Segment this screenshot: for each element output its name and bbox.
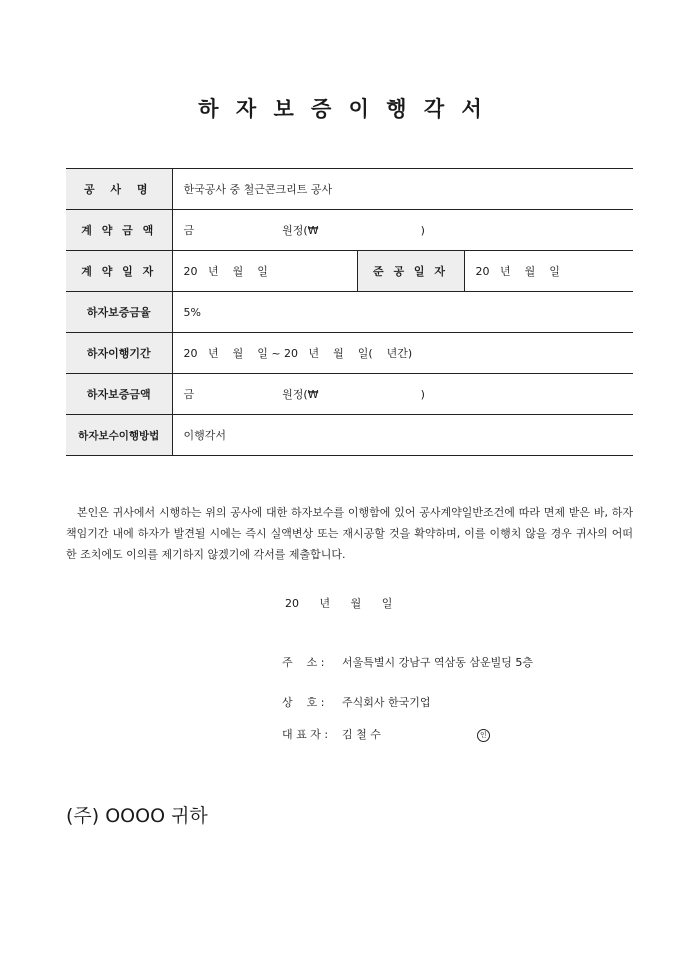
document-title: 하 자 보 증 이 행 각 서 — [198, 97, 482, 121]
date-row — [66, 251, 633, 292]
contract-info-table — [66, 168, 633, 456]
amount-row — [66, 210, 633, 251]
address-label: 주 소 : — [282, 656, 325, 669]
project-value: 한국공사 중 철근콘크리트 공사 — [172, 169, 633, 210]
period-label: 하자이행기간 — [66, 333, 172, 374]
sign-date-year: 20 — [285, 597, 299, 610]
method-row — [66, 415, 633, 456]
period-row — [66, 333, 633, 374]
guarantee-suffix: 원정(₩ — [282, 388, 319, 401]
company-line — [282, 694, 431, 710]
statement-paragraph: 본인은 귀사에서 시행하는 위의 공사에 대한 하자보수를 이행함에 있어 공사계약일반조건에 따라 면제 받은 바, 하자책임기간 내에 하자가 발견될 시에는 즉시 실액변상 또는 재시공할 것을 확약하며, 이를 이행치 않을 경우 귀사의 어떠한 조치에도 이의를 제기하지 않겠기에 각서를 제출합니다. — [66, 506, 633, 561]
rate-label: 하자보증금율 — [66, 292, 172, 333]
project-row — [66, 169, 633, 210]
company-label: 상 호 : — [282, 696, 325, 709]
amount-prefix: 금 — [183, 224, 195, 237]
sign-date-month-unit: 월 — [350, 597, 362, 610]
completion-date-value: 20 년 월 일 — [464, 251, 633, 292]
seal-mark: 인 — [477, 729, 490, 742]
guarantee-value — [172, 374, 633, 415]
rate-value: 5% — [172, 292, 633, 333]
rate-row — [66, 292, 633, 333]
guarantee-label: 하자보증금액 — [66, 374, 172, 415]
guarantee-close: ) — [420, 388, 425, 401]
method-label: 하자보수이행방법 — [66, 415, 172, 456]
amount-value — [172, 210, 633, 251]
sign-date-day-unit: 일 — [381, 597, 393, 610]
amount-close: ) — [420, 224, 425, 237]
address-value: 서울특별시 강남구 역삼동 삼운빌딩 5층 — [342, 656, 533, 669]
guarantee-row — [66, 374, 633, 415]
sign-date-year-unit: 년 — [319, 597, 331, 610]
completion-date-label: 준 공 일 자 — [357, 251, 464, 292]
representative-value: 김 철 수 — [342, 728, 381, 741]
period-value: 20 년 월 일 ~ 20 년 월 일( 년간) — [172, 333, 633, 374]
guarantee-prefix: 금 — [183, 388, 195, 401]
representative-line — [282, 726, 490, 742]
representative-label: 대 표 자 : — [282, 728, 329, 741]
address-line — [282, 654, 533, 670]
project-label: 공 사 명 — [66, 169, 172, 210]
amount-label: 계 약 금 액 — [66, 210, 172, 251]
contract-date-label: 계 약 일 자 — [66, 251, 172, 292]
company-value: 주식회사 한국기업 — [342, 696, 431, 709]
recipient: (주) OOOO 귀하 — [66, 805, 208, 827]
method-value: 이행각서 — [172, 415, 633, 456]
amount-suffix: 원정(₩ — [282, 224, 319, 237]
sign-date — [285, 595, 409, 611]
contract-date-value: 20 년 월 일 — [172, 251, 357, 292]
